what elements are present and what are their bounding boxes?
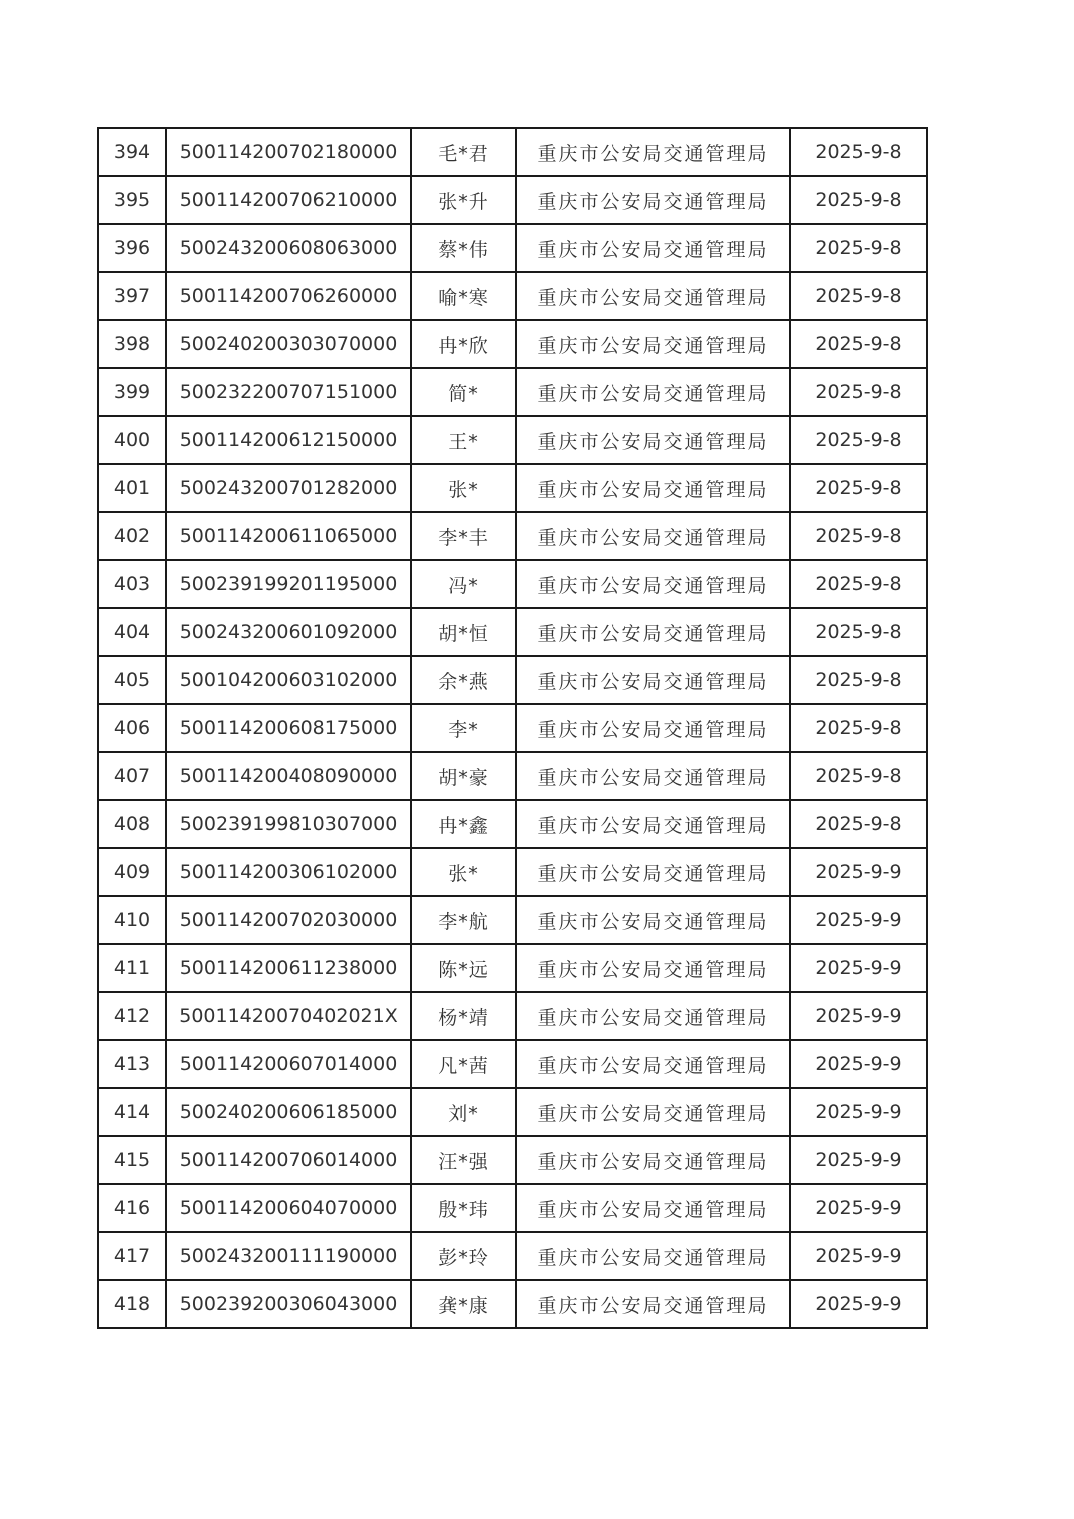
date-cell: 2025-9-9: [790, 992, 927, 1040]
organization-cell: 重庆市公安局交通管理局: [516, 176, 790, 224]
table-row: [98, 416, 927, 464]
date-cell: 2025-9-8: [790, 224, 927, 272]
name-cell: 王*: [411, 416, 516, 464]
table-row: [98, 656, 927, 704]
date-cell: 2025-9-8: [790, 656, 927, 704]
table-row: [98, 704, 927, 752]
name-cell: 胡*恒: [411, 608, 516, 656]
id-number-cell: 500114200611238000: [166, 944, 411, 992]
id-number-cell: 500240200303070000: [166, 320, 411, 368]
table-row: [98, 512, 927, 560]
name-cell: 冉*欣: [411, 320, 516, 368]
row-number-cell: 401: [98, 464, 166, 512]
row-number-cell: 407: [98, 752, 166, 800]
organization-cell: 重庆市公安局交通管理局: [516, 944, 790, 992]
name-cell: 简*: [411, 368, 516, 416]
name-cell: 龚*康: [411, 1280, 516, 1328]
id-number-cell: 50011420070402021X: [166, 992, 411, 1040]
row-number-cell: 415: [98, 1136, 166, 1184]
name-cell: 毛*君: [411, 128, 516, 176]
organization-cell: 重庆市公安局交通管理局: [516, 896, 790, 944]
table-row: [98, 560, 927, 608]
date-cell: 2025-9-8: [790, 608, 927, 656]
row-number-cell: 411: [98, 944, 166, 992]
name-cell: 冉*鑫: [411, 800, 516, 848]
id-number-cell: 500114200702030000: [166, 896, 411, 944]
row-number-cell: 402: [98, 512, 166, 560]
table-row: [98, 1136, 927, 1184]
organization-cell: 重庆市公安局交通管理局: [516, 1088, 790, 1136]
date-cell: 2025-9-9: [790, 1232, 927, 1280]
organization-cell: 重庆市公安局交通管理局: [516, 464, 790, 512]
name-cell: 陈*远: [411, 944, 516, 992]
table-row: [98, 224, 927, 272]
name-cell: 彭*玲: [411, 1232, 516, 1280]
table-row: [98, 752, 927, 800]
id-number-cell: 500114200706014000: [166, 1136, 411, 1184]
table-row: [98, 368, 927, 416]
organization-cell: 重庆市公安局交通管理局: [516, 848, 790, 896]
row-number-cell: 403: [98, 560, 166, 608]
id-number-cell: 500114200702180000: [166, 128, 411, 176]
organization-cell: 重庆市公安局交通管理局: [516, 800, 790, 848]
row-number-cell: 405: [98, 656, 166, 704]
organization-cell: 重庆市公安局交通管理局: [516, 128, 790, 176]
date-cell: 2025-9-8: [790, 560, 927, 608]
row-number-cell: 409: [98, 848, 166, 896]
row-number-cell: 416: [98, 1184, 166, 1232]
organization-cell: 重庆市公安局交通管理局: [516, 560, 790, 608]
organization-cell: 重庆市公安局交通管理局: [516, 416, 790, 464]
table-row: [98, 800, 927, 848]
organization-cell: 重庆市公安局交通管理局: [516, 704, 790, 752]
row-number-cell: 410: [98, 896, 166, 944]
table-row: [98, 464, 927, 512]
date-cell: 2025-9-8: [790, 272, 927, 320]
table-row: [98, 1040, 927, 1088]
name-cell: 汪*强: [411, 1136, 516, 1184]
organization-cell: 重庆市公安局交通管理局: [516, 224, 790, 272]
date-cell: 2025-9-8: [790, 320, 927, 368]
date-cell: 2025-9-8: [790, 800, 927, 848]
id-number-cell: 500114200611065000: [166, 512, 411, 560]
organization-cell: 重庆市公安局交通管理局: [516, 752, 790, 800]
name-cell: 凡*茜: [411, 1040, 516, 1088]
id-number-cell: 500243200608063000: [166, 224, 411, 272]
name-cell: 余*燕: [411, 656, 516, 704]
date-cell: 2025-9-8: [790, 416, 927, 464]
table-row: [98, 608, 927, 656]
table-row: [98, 128, 927, 176]
organization-cell: 重庆市公安局交通管理局: [516, 1232, 790, 1280]
table-row: [98, 896, 927, 944]
date-cell: 2025-9-9: [790, 1280, 927, 1328]
row-number-cell: 394: [98, 128, 166, 176]
organization-cell: 重庆市公安局交通管理局: [516, 992, 790, 1040]
row-number-cell: 418: [98, 1280, 166, 1328]
id-number-cell: 500240200606185000: [166, 1088, 411, 1136]
date-cell: 2025-9-8: [790, 368, 927, 416]
id-number-cell: 500114200306102000: [166, 848, 411, 896]
date-cell: 2025-9-8: [790, 512, 927, 560]
organization-cell: 重庆市公安局交通管理局: [516, 512, 790, 560]
row-number-cell: 397: [98, 272, 166, 320]
date-cell: 2025-9-8: [790, 128, 927, 176]
date-cell: 2025-9-8: [790, 704, 927, 752]
id-number-cell: 500239199810307000: [166, 800, 411, 848]
date-cell: 2025-9-9: [790, 848, 927, 896]
date-cell: 2025-9-8: [790, 464, 927, 512]
id-number-cell: 500114200706260000: [166, 272, 411, 320]
organization-cell: 重庆市公安局交通管理局: [516, 1184, 790, 1232]
table-row: [98, 1232, 927, 1280]
date-cell: 2025-9-9: [790, 1184, 927, 1232]
id-number-cell: 500114200612150000: [166, 416, 411, 464]
name-cell: 李*航: [411, 896, 516, 944]
id-number-cell: 500243200701282000: [166, 464, 411, 512]
id-number-cell: 500114200706210000: [166, 176, 411, 224]
id-number-cell: 500114200608175000: [166, 704, 411, 752]
records-table-body: [98, 128, 927, 1328]
table-row: [98, 992, 927, 1040]
id-number-cell: 500114200408090000: [166, 752, 411, 800]
organization-cell: 重庆市公安局交通管理局: [516, 1136, 790, 1184]
date-cell: 2025-9-9: [790, 1136, 927, 1184]
name-cell: 刘*: [411, 1088, 516, 1136]
row-number-cell: 400: [98, 416, 166, 464]
organization-cell: 重庆市公安局交通管理局: [516, 320, 790, 368]
organization-cell: 重庆市公安局交通管理局: [516, 608, 790, 656]
name-cell: 胡*豪: [411, 752, 516, 800]
row-number-cell: 412: [98, 992, 166, 1040]
organization-cell: 重庆市公安局交通管理局: [516, 1040, 790, 1088]
name-cell: 冯*: [411, 560, 516, 608]
name-cell: 蔡*伟: [411, 224, 516, 272]
id-number-cell: 500239200306043000: [166, 1280, 411, 1328]
table-row: [98, 1280, 927, 1328]
date-cell: 2025-9-9: [790, 1040, 927, 1088]
table-row: [98, 1088, 927, 1136]
date-cell: 2025-9-8: [790, 176, 927, 224]
id-number-cell: 500114200607014000: [166, 1040, 411, 1088]
name-cell: 杨*靖: [411, 992, 516, 1040]
id-number-cell: 500232200707151000: [166, 368, 411, 416]
row-number-cell: 406: [98, 704, 166, 752]
table-row: [98, 1184, 927, 1232]
name-cell: 李*丰: [411, 512, 516, 560]
organization-cell: 重庆市公安局交通管理局: [516, 656, 790, 704]
date-cell: 2025-9-8: [790, 752, 927, 800]
row-number-cell: 408: [98, 800, 166, 848]
name-cell: 喻*寒: [411, 272, 516, 320]
name-cell: 李*: [411, 704, 516, 752]
name-cell: 殷*玮: [411, 1184, 516, 1232]
id-number-cell: 500114200604070000: [166, 1184, 411, 1232]
id-number-cell: 500243200601092000: [166, 608, 411, 656]
name-cell: 张*: [411, 848, 516, 896]
organization-cell: 重庆市公安局交通管理局: [516, 1280, 790, 1328]
date-cell: 2025-9-9: [790, 944, 927, 992]
row-number-cell: 414: [98, 1088, 166, 1136]
table-row: [98, 944, 927, 992]
date-cell: 2025-9-9: [790, 1088, 927, 1136]
name-cell: 张*: [411, 464, 516, 512]
table-row: [98, 176, 927, 224]
row-number-cell: 417: [98, 1232, 166, 1280]
table-row: [98, 320, 927, 368]
organization-cell: 重庆市公安局交通管理局: [516, 368, 790, 416]
row-number-cell: 399: [98, 368, 166, 416]
table-row: [98, 272, 927, 320]
row-number-cell: 413: [98, 1040, 166, 1088]
organization-cell: 重庆市公安局交通管理局: [516, 272, 790, 320]
date-cell: 2025-9-9: [790, 896, 927, 944]
id-number-cell: 500239199201195000: [166, 560, 411, 608]
row-number-cell: 398: [98, 320, 166, 368]
id-number-cell: 500243200111190000: [166, 1232, 411, 1280]
records-table: [97, 127, 928, 1329]
id-number-cell: 500104200603102000: [166, 656, 411, 704]
name-cell: 张*升: [411, 176, 516, 224]
table-row: [98, 848, 927, 896]
row-number-cell: 404: [98, 608, 166, 656]
row-number-cell: 396: [98, 224, 166, 272]
row-number-cell: 395: [98, 176, 166, 224]
